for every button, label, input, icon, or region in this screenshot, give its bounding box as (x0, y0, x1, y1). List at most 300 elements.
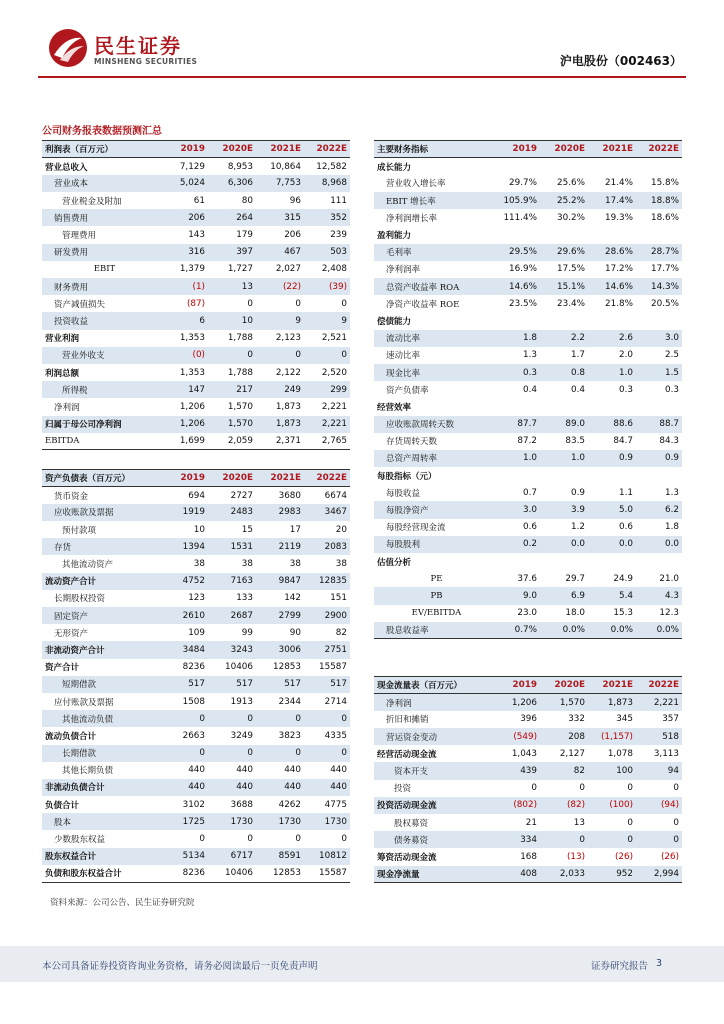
cell-value: 1.1 (619, 487, 633, 498)
row-label: 现金比率 (374, 364, 492, 381)
source-note: 资料来源：公司公告、民生证券研究院 (50, 898, 195, 908)
cell-value (540, 158, 588, 175)
row-label: 无形资产 (54, 628, 89, 639)
cell-value: 440 (330, 765, 347, 776)
row-label: EBITDA (42, 433, 160, 450)
cell-value: 25.6% (557, 178, 585, 189)
column-header: 2022E (636, 141, 682, 158)
page-number: 3 (655, 958, 662, 969)
cell-value: 6674 (324, 490, 347, 501)
column-header: 2021E (588, 141, 636, 158)
cell-value: 440 (256, 779, 304, 796)
cell-value: 0 (256, 347, 304, 364)
cell-value: 29.5% (492, 244, 540, 261)
cell-value: 1730 (304, 813, 350, 830)
row-label: 净利润增长率 (386, 213, 438, 224)
cell-value: 13 (573, 817, 585, 828)
table-row (42, 813, 350, 830)
cell-value: 0.6 (619, 522, 633, 533)
cell-value (540, 467, 588, 484)
cell-value: 0.3 (619, 384, 633, 395)
row-label: 财务费用 (42, 278, 160, 295)
row-label: 总资产周转率 (374, 450, 492, 467)
cell-value: 6717 (208, 848, 256, 865)
cell-value: 9 (256, 312, 304, 329)
cell-value: 2,221 (636, 694, 682, 711)
row-label: 投资 (394, 784, 412, 795)
cell-value: 83.5 (565, 436, 585, 447)
cell-value (588, 158, 636, 175)
column-header: 2019 (492, 141, 540, 158)
cell-value: 15587 (304, 865, 350, 882)
cell-value: 23.0 (517, 608, 537, 619)
row-label: 债务募资 (374, 831, 492, 848)
row-label: 利润总额 (45, 368, 80, 379)
cell-value: 151 (330, 593, 347, 604)
cell-value: 23.4% (557, 298, 585, 309)
page-footer (0, 946, 724, 982)
cell-value: 0.9 (636, 450, 682, 467)
cell-value: 13 (208, 278, 256, 295)
cell-value: 2900 (304, 607, 350, 624)
cell-value: 18.6% (651, 212, 679, 223)
minsheng-logo-icon (48, 28, 88, 68)
row-label: 存货 (42, 538, 160, 555)
table-row (374, 519, 682, 536)
table-row (42, 779, 350, 796)
cell-value: (82) (540, 797, 588, 814)
cell-value: 1,570 (208, 416, 256, 433)
table-row (374, 295, 682, 312)
cell-value: 99 (241, 627, 253, 638)
row-label: 筹资活动现金流 (377, 852, 437, 863)
cell-value: 0 (304, 745, 350, 762)
cell-value: 0 (341, 298, 347, 309)
cell-value: 84.7 (613, 436, 633, 447)
cell-value: 28.6% (588, 244, 636, 261)
row-label: 固定资产 (42, 607, 160, 624)
table-row (42, 624, 350, 641)
cell-value: 4262 (278, 799, 301, 810)
table-row (42, 607, 350, 624)
cell-value: 0 (304, 710, 350, 727)
table-row (42, 521, 350, 538)
footer-disclaimer: 本公司具备证券投资咨询业务资格，请务必阅读最后一页免责声明 (42, 961, 318, 972)
table-row (42, 381, 350, 398)
cell-value: 84.3 (659, 436, 679, 447)
cell-value: 7,753 (256, 175, 304, 192)
cell-value: 111 (330, 195, 347, 206)
cell-value: 8591 (256, 848, 304, 865)
cell-value: 3688 (230, 799, 253, 810)
footer-report-type: 证券研究报告 (590, 961, 648, 972)
table-row (42, 312, 350, 329)
cell-value: 133 (236, 593, 253, 604)
cell-value: 3.9 (540, 501, 588, 518)
cell-value: 61 (193, 195, 205, 206)
row-label: 长期借款 (42, 745, 160, 762)
cell-value: 20 (335, 524, 347, 535)
cell-value (636, 158, 682, 175)
cell-value: 1508 (182, 696, 205, 707)
cell-value: 2751 (304, 641, 350, 658)
table-row (374, 622, 682, 639)
cell-value (636, 553, 682, 570)
table-row (42, 710, 350, 727)
table-row (374, 347, 682, 364)
table-row (374, 467, 682, 484)
cell-value: 4335 (324, 730, 347, 741)
table-row (42, 676, 350, 693)
table-row (374, 226, 682, 243)
row-label: EBIT 增长率 (374, 192, 492, 209)
cell-value: 208 (540, 728, 588, 745)
row-label: 偿债能力 (377, 316, 412, 327)
cell-value (492, 158, 540, 175)
cell-value (588, 226, 636, 243)
cell-value: 1.0 (588, 364, 636, 381)
cell-value: 20.5% (651, 298, 679, 309)
cell-value: 0.0 (636, 536, 682, 553)
cell-value: 10812 (304, 848, 350, 865)
row-label: 现金净流量 (374, 866, 492, 883)
cell-value: (22) (256, 278, 304, 295)
cell-value: 0 (579, 783, 585, 794)
page-header (0, 0, 724, 78)
table-row (42, 261, 350, 278)
cell-value: 1,206 (492, 694, 540, 711)
row-label: 流动资产合计 (42, 573, 160, 590)
table-row (374, 780, 682, 797)
row-label: 存货周转天数 (386, 437, 438, 448)
table-row (42, 693, 350, 710)
cell-value: 0 (673, 783, 679, 794)
table-row (42, 538, 350, 555)
row-label: 流动负债合计 (45, 731, 97, 742)
cell-value: 2483 (208, 504, 256, 521)
column-header: 2021E (256, 470, 304, 487)
cell-value: 440 (284, 765, 301, 776)
income-statement-table (42, 140, 350, 450)
cell-value: 168 (520, 851, 537, 862)
cell-value: 8236 (182, 662, 205, 673)
row-label: 投资活动现金流 (374, 797, 492, 814)
cell-value: 352 (304, 209, 350, 226)
cashflow-table-title: 现金流量表（百万元） (374, 677, 492, 694)
cell-value: 2983 (256, 504, 304, 521)
row-label: 营业外收支 (42, 347, 160, 364)
cell-value: 143 (188, 230, 205, 241)
table-row (374, 745, 682, 762)
cell-value: 517 (256, 676, 304, 693)
column-header: 2019 (160, 141, 208, 158)
cell-value: 2,371 (256, 433, 304, 450)
cell-value: 6,306 (208, 175, 256, 192)
row-label: 毛利率 (374, 244, 492, 261)
cell-value: 397 (208, 244, 256, 261)
cell-value: 2.5 (665, 350, 679, 361)
table-row (374, 711, 682, 728)
cell-value: 147 (160, 381, 208, 398)
cell-value (636, 398, 682, 415)
row-label: 货币资金 (54, 491, 89, 502)
cell-value (636, 312, 682, 329)
cell-value: 90 (289, 627, 301, 638)
cell-value: (1) (160, 278, 208, 295)
table-row (374, 398, 682, 415)
row-label: 每股指标（元） (377, 471, 437, 482)
table-row (374, 866, 682, 883)
table-row (374, 261, 682, 278)
table-row (42, 347, 350, 364)
cell-value: 88.6 (588, 416, 636, 433)
cell-value: 37.6 (517, 573, 537, 584)
cell-value: 1,727 (227, 264, 253, 275)
cell-value: 1,699 (160, 433, 208, 450)
cell-value: 249 (256, 381, 304, 398)
cell-value: 3680 (278, 490, 301, 501)
cell-value: 1,353 (179, 367, 205, 378)
cashflow-header-row (374, 677, 682, 694)
row-label: 营业利润 (45, 334, 80, 345)
cell-value: 517 (304, 676, 350, 693)
table-row (42, 295, 350, 312)
cell-value: 15.1% (540, 278, 588, 295)
cell-value: 7,129 (179, 161, 205, 172)
row-label: 所得税 (42, 381, 160, 398)
table-row (374, 192, 682, 209)
cell-value: 0 (341, 834, 347, 845)
cell-value: 80 (241, 195, 253, 206)
balance-sheet-table (42, 469, 350, 883)
row-label: 资产减值损失 (54, 299, 106, 310)
cell-value: 1,570 (540, 694, 588, 711)
cell-value (492, 398, 540, 415)
cell-value: 23.5% (509, 298, 537, 309)
cell-value: 0 (256, 745, 304, 762)
row-label: 管理费用 (62, 231, 97, 242)
cell-value: 18.8% (636, 192, 682, 209)
cell-value: 38 (289, 559, 301, 570)
cell-value: 29.7 (565, 573, 585, 584)
table-row (374, 416, 682, 433)
row-label: 估值分析 (377, 557, 412, 568)
cell-value: 3484 (160, 641, 208, 658)
cell-value: 1.2 (571, 522, 585, 533)
cell-value: 0.0 (588, 536, 636, 553)
table-row (42, 209, 350, 226)
row-label: 经营效率 (377, 402, 412, 413)
row-label: 归属于母公司净利润 (42, 416, 160, 433)
cell-value: 1.7 (571, 350, 585, 361)
table-row (374, 244, 682, 261)
table-row (374, 570, 682, 587)
cell-value: 7163 (208, 573, 256, 590)
cell-value: 3249 (230, 730, 253, 741)
cell-value: 1.8 (492, 330, 540, 347)
cell-value: 0 (160, 710, 208, 727)
cell-value (588, 467, 636, 484)
cell-value: 1,353 (179, 333, 205, 344)
table-row (374, 381, 682, 398)
cell-value: 0.2 (492, 536, 540, 553)
cell-value: 0 (673, 817, 679, 828)
table-row (42, 865, 350, 882)
cell-value: 467 (256, 244, 304, 261)
cell-value: (39) (304, 278, 350, 295)
cell-value: 17.4% (588, 192, 636, 209)
cell-value: 2,520 (321, 367, 347, 378)
cell-value: 0.3 (492, 364, 540, 381)
column-header: 2022E (304, 470, 350, 487)
cell-value: 89.0 (540, 416, 588, 433)
table-row (42, 745, 350, 762)
financial-ratios-table (374, 140, 682, 639)
cell-value (492, 553, 540, 570)
table-row (374, 797, 682, 814)
cell-value: 264 (208, 209, 256, 226)
cell-value: 179 (236, 230, 253, 241)
cell-value: 3467 (304, 504, 350, 521)
cell-value: 0 (208, 710, 256, 727)
row-label: 资产负债率 (386, 385, 429, 396)
company-title: 沪电股份（002463） (559, 54, 682, 68)
row-label: 每股股利 (374, 536, 492, 553)
cell-value: 1,873 (256, 416, 304, 433)
cell-value: 345 (616, 714, 633, 725)
column-header: 2021E (256, 141, 304, 158)
cell-value: 3,113 (653, 748, 679, 759)
cell-value: 357 (662, 714, 679, 725)
row-label: 净资产收益率 ROE (386, 299, 460, 310)
column-header: 2020E (540, 677, 588, 694)
row-label: 经营活动现金流 (377, 749, 437, 760)
cell-value: 5,024 (160, 175, 208, 192)
cell-value: 206 (284, 230, 301, 241)
cell-value: 111.4% (503, 212, 537, 223)
table-row (374, 553, 682, 570)
cell-value: 17.2% (605, 264, 633, 275)
cell-value: 1730 (208, 813, 256, 830)
row-label: PB (374, 587, 492, 604)
table-row (374, 814, 682, 831)
cell-value: 518 (636, 728, 682, 745)
table-row (374, 848, 682, 865)
cell-value: 0 (256, 710, 304, 727)
cell-value: 694 (188, 490, 205, 501)
cell-value: 0.0% (588, 622, 636, 639)
cell-value: 1394 (160, 538, 208, 555)
cell-value: 4775 (324, 799, 347, 810)
cell-value: 0 (208, 347, 256, 364)
cell-value: 0 (304, 347, 350, 364)
cell-value: 440 (188, 765, 205, 776)
cell-value: 1.0 (540, 450, 588, 467)
row-label: 盈利能力 (377, 231, 412, 242)
balance-table-title: 资产负债表（百万元） (42, 470, 160, 487)
income-table-title: 利润表（百万元） (42, 141, 160, 158)
cell-value: 6 (160, 312, 208, 329)
table-row (374, 605, 682, 622)
cell-value: 10406 (208, 865, 256, 882)
cell-value: (549) (492, 728, 540, 745)
cell-value: 2687 (208, 607, 256, 624)
cell-value: 10,864 (270, 161, 301, 172)
table-row (374, 175, 682, 192)
row-label: 每股经营现金流 (386, 523, 446, 534)
cell-value: 16.9% (509, 264, 537, 275)
cell-value: 334 (492, 831, 540, 848)
cell-value: 1,788 (227, 367, 253, 378)
cell-value: 2727 (230, 490, 253, 501)
cell-value: 17.5% (557, 264, 585, 275)
cell-value: 15.3 (613, 608, 633, 619)
table-row (374, 762, 682, 779)
row-label: 其他流动资产 (62, 560, 114, 571)
cell-value: 5.0 (588, 501, 636, 518)
cell-value: 217 (208, 381, 256, 398)
cell-value: 38 (335, 559, 347, 570)
cell-value: 1,873 (588, 694, 636, 711)
row-label: 净利润率 (386, 265, 421, 276)
minsheng-logo (48, 26, 198, 72)
cell-value: 17.7% (651, 264, 679, 275)
cell-value: 1913 (230, 696, 253, 707)
table-row (42, 504, 350, 521)
cell-value: 0.4 (523, 384, 537, 395)
balance-header-row (42, 470, 350, 487)
cell-value: 14.3% (636, 278, 682, 295)
row-label: 速动比率 (386, 351, 421, 362)
cell-value: 1,570 (227, 401, 253, 412)
cell-value: 3243 (208, 641, 256, 658)
cell-value: 30.2% (557, 212, 585, 223)
cell-value: 29.7% (509, 178, 537, 189)
cell-value: 2,221 (321, 401, 347, 412)
row-label: 成长能力 (377, 162, 412, 173)
table-row (42, 848, 350, 865)
row-label: 营运资金变动 (374, 728, 492, 745)
cell-value: 1.3 (665, 487, 679, 498)
row-label: 股本 (42, 813, 160, 830)
row-label: 应收账款及票据 (42, 504, 160, 521)
cell-value: 517 (208, 676, 256, 693)
cell-value: 1.3 (523, 350, 537, 361)
row-label: 其他长期负债 (62, 766, 114, 777)
cell-value: 0 (588, 831, 636, 848)
cell-value: 10 (193, 524, 205, 535)
cell-value: 206 (160, 209, 208, 226)
row-label: 资本开支 (374, 762, 492, 779)
row-label: 净利润 (374, 694, 492, 711)
row-label: 营业收入增长率 (386, 179, 446, 190)
cell-value: 2714 (324, 696, 347, 707)
cell-value: 315 (256, 209, 304, 226)
logo-name-en: MINSHENG SECURITIES (94, 57, 198, 66)
cell-value: 0 (636, 831, 682, 848)
cell-value: 0.6 (523, 522, 537, 533)
cell-value: 2083 (304, 538, 350, 555)
cell-value: 0.4 (571, 384, 585, 395)
cell-value: 408 (492, 866, 540, 883)
cell-value: 0 (295, 834, 301, 845)
column-header: 2020E (540, 141, 588, 158)
cell-value: 332 (568, 714, 585, 725)
logo-name-cn: 民生证券 (94, 34, 182, 58)
table-row (42, 830, 350, 847)
cell-value: 2,123 (275, 333, 301, 344)
cell-value: 38 (193, 559, 205, 570)
